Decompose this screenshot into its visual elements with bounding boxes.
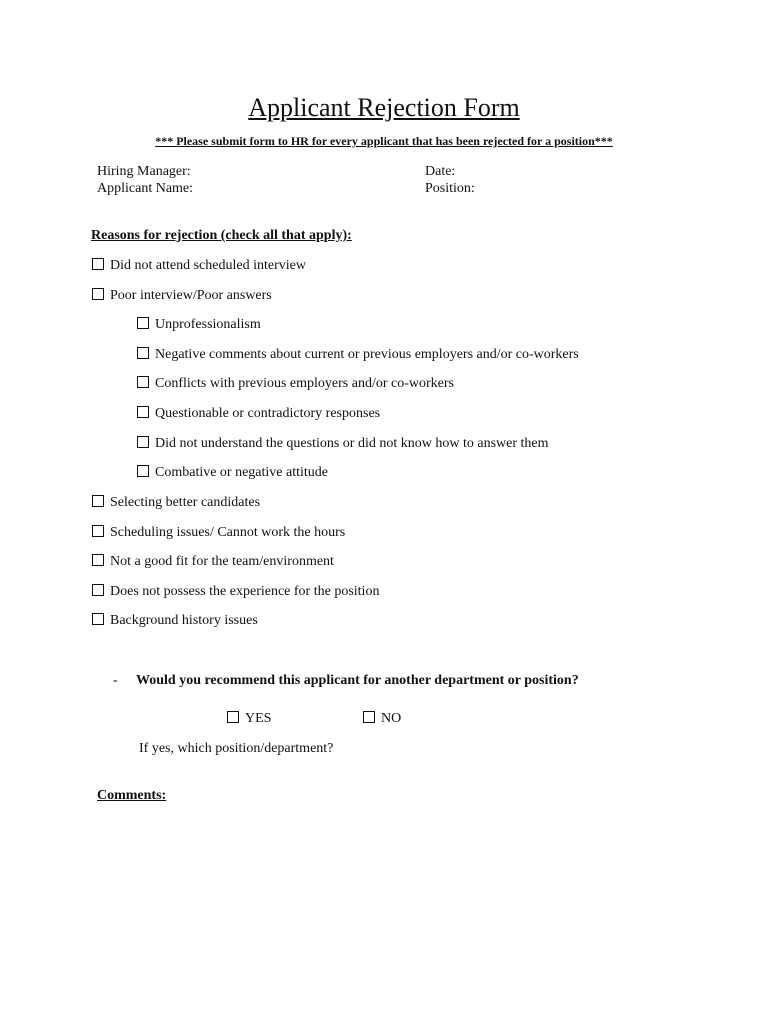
reason-checkbox-item[interactable] (137, 405, 380, 423)
reason-label: Did not understand the questions or did not know how to answer them (155, 436, 549, 451)
checkbox-icon[interactable] (92, 584, 104, 596)
reason-label: Negative comments about current or previous employers and/or co-workers (155, 347, 579, 362)
reason-label: Conflicts with previous employers and/or co-workers (155, 376, 454, 391)
reason-label: Combative or negative attitude (155, 465, 329, 480)
reason-checkbox-item[interactable] (92, 612, 258, 630)
applicant-name-label: Applicant Name: (97, 181, 194, 196)
yes-checkbox-item[interactable] (227, 710, 271, 728)
reasons-heading: Reasons for rejection (check all that apply): (91, 228, 352, 243)
checkbox-icon[interactable] (92, 495, 104, 507)
reason-checkbox-item[interactable] (137, 464, 328, 482)
list-dash: - (113, 673, 118, 688)
reason-label: Poor interview/Poor answers (110, 288, 272, 303)
reason-label: Did not attend scheduled interview (110, 258, 306, 273)
hiring-manager-label: Hiring Manager: (97, 164, 191, 179)
checkbox-icon[interactable] (92, 258, 104, 270)
reason-checkbox-item[interactable] (92, 287, 272, 305)
checkbox-icon[interactable] (363, 711, 375, 723)
date-label: Date: (425, 164, 456, 179)
position-label: Position: (425, 181, 475, 196)
reason-checkbox-item[interactable] (137, 435, 549, 453)
checkbox-icon[interactable] (137, 465, 149, 477)
no-checkbox-item[interactable] (363, 710, 401, 728)
reason-label: Background history issues (110, 613, 258, 628)
reason-label: Not a good fit for the team/environment (110, 554, 334, 569)
reason-label: Scheduling issues/ Cannot work the hours (110, 525, 346, 540)
form-title: Applicant Rejection Form (248, 93, 520, 122)
checkbox-icon[interactable] (92, 525, 104, 537)
checkbox-icon[interactable] (137, 347, 149, 359)
submission-notice: *** Please submit form to HR for every applicant that has been rejected for a position*** (155, 134, 613, 148)
checkbox-icon[interactable] (137, 406, 149, 418)
yes-label: YES (245, 711, 272, 726)
reason-checkbox-item[interactable] (92, 583, 379, 601)
reason-checkbox-item[interactable] (137, 316, 261, 334)
reason-label: Does not possess the experience for the position (110, 584, 380, 599)
checkbox-icon[interactable] (137, 376, 149, 388)
reason-checkbox-item[interactable] (92, 257, 306, 275)
reason-checkbox-item[interactable] (137, 346, 579, 364)
reason-checkbox-item[interactable] (92, 494, 260, 512)
checkbox-icon[interactable] (92, 288, 104, 300)
no-label: NO (381, 711, 402, 726)
checkbox-icon[interactable] (227, 711, 239, 723)
reason-checkbox-item[interactable] (137, 375, 454, 393)
checkbox-icon[interactable] (137, 436, 149, 448)
comments-heading: Comments: (97, 788, 167, 803)
reason-label: Unprofessionalism (155, 317, 261, 332)
reason-label: Selecting better candidates (110, 495, 261, 510)
recommend-question: Would you recommend this applicant for another department or position? (136, 673, 579, 688)
checkbox-icon[interactable] (92, 554, 104, 566)
checkbox-icon[interactable] (92, 613, 104, 625)
reason-checkbox-item[interactable] (92, 553, 334, 571)
checkbox-icon[interactable] (137, 317, 149, 329)
reason-checkbox-item[interactable] (92, 524, 345, 542)
reason-label: Questionable or contradictory responses (155, 406, 381, 421)
follow-up-question: If yes, which position/department? (139, 741, 334, 756)
